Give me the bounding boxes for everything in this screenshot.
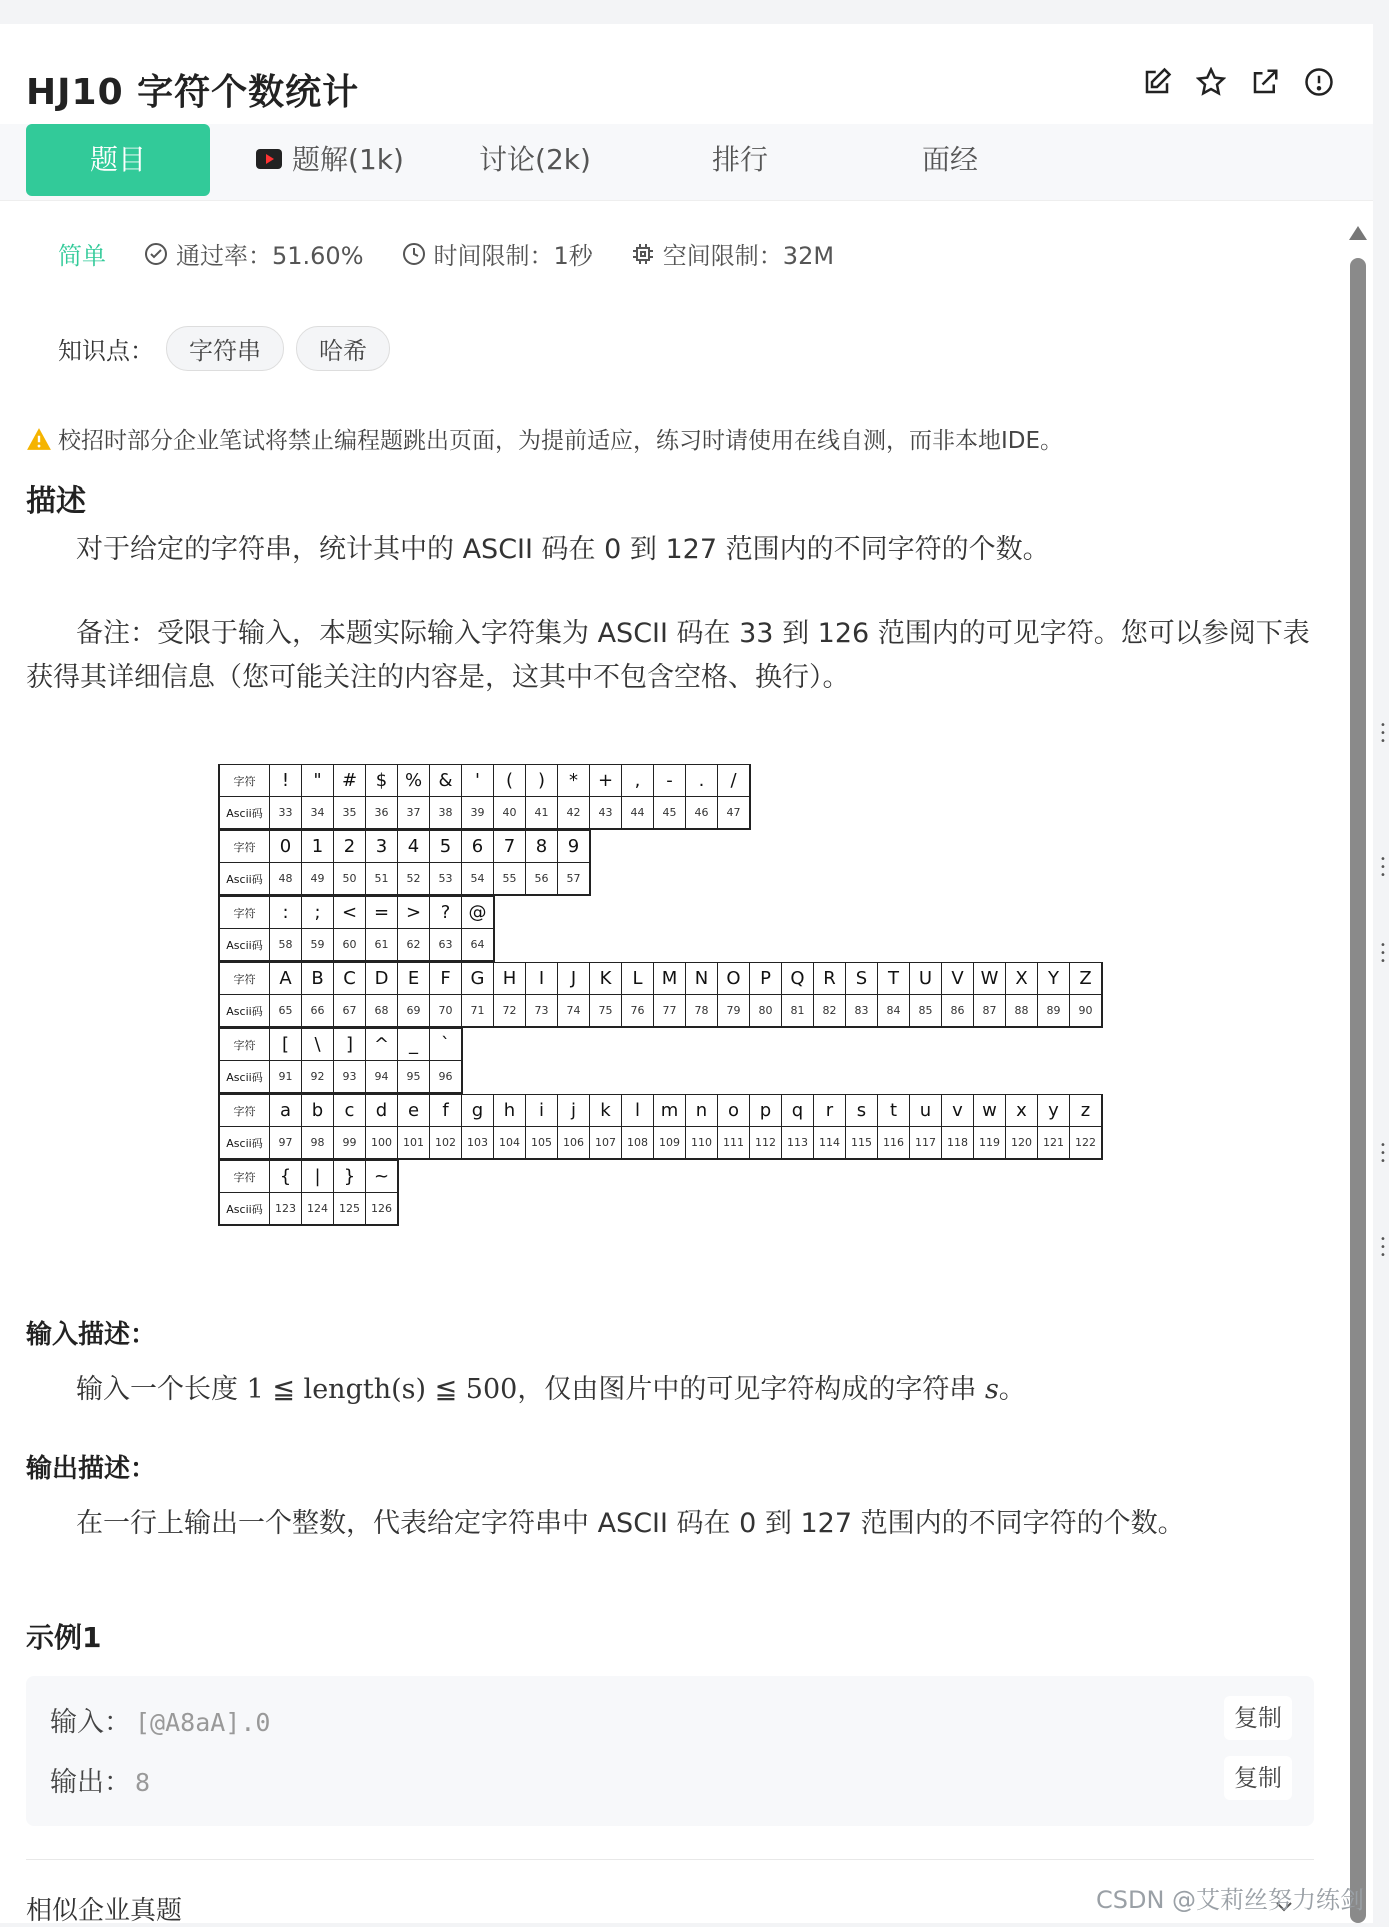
ascii-char-cell: % bbox=[397, 764, 429, 796]
external-link-icon[interactable] bbox=[1249, 66, 1281, 98]
scrollbar-thumb[interactable] bbox=[1350, 258, 1366, 1923]
ascii-code-cell: 81 bbox=[781, 994, 813, 1026]
ascii-code-cell: 96 bbox=[429, 1060, 461, 1092]
ascii-char-cell: D bbox=[365, 962, 397, 994]
ascii-code-row bbox=[219, 994, 1101, 1026]
tab-bar bbox=[0, 124, 1373, 201]
ascii-code-cell: 117 bbox=[909, 1126, 941, 1158]
watermark: CSDN @艾莉丝努力练剑 bbox=[1096, 1886, 1365, 1914]
ascii-code-cell: 76 bbox=[621, 994, 653, 1026]
ascii-char-row bbox=[219, 1160, 397, 1192]
ascii-code-cell: 42 bbox=[557, 796, 589, 828]
ascii-code-label: Ascii码 bbox=[219, 1060, 269, 1092]
difficulty-badge: 简单 bbox=[58, 242, 106, 270]
warning-icon bbox=[26, 427, 52, 451]
ascii-code-cell: 112 bbox=[749, 1126, 781, 1158]
ascii-char-cell: # bbox=[333, 764, 365, 796]
copy-output-button[interactable]: 复制 bbox=[1224, 1756, 1292, 1800]
ascii-code-cell: 73 bbox=[525, 994, 557, 1026]
ascii-char-cell: + bbox=[589, 764, 621, 796]
ascii-char-cell: J bbox=[557, 962, 589, 994]
ascii-char-cell: 6 bbox=[461, 830, 493, 862]
ascii-char-cell: b bbox=[301, 1094, 333, 1126]
ascii-code-cell: 37 bbox=[397, 796, 429, 828]
ascii-block bbox=[218, 764, 751, 830]
ascii-code-cell: 36 bbox=[365, 796, 397, 828]
ascii-char-label: 字符 bbox=[219, 1094, 269, 1126]
ascii-char-cell: q bbox=[781, 1094, 813, 1126]
ascii-code-cell: 53 bbox=[429, 862, 461, 894]
ascii-code-cell: 38 bbox=[429, 796, 461, 828]
ascii-char-label: 字符 bbox=[219, 896, 269, 928]
dots-handle-icon[interactable]: • • • bbox=[1380, 854, 1386, 881]
dots-handle-icon[interactable]: • • • bbox=[1380, 940, 1386, 967]
ascii-block bbox=[218, 962, 1103, 1028]
ascii-char-cell: w bbox=[973, 1094, 1005, 1126]
ascii-code-cell: 52 bbox=[397, 862, 429, 894]
ascii-block bbox=[218, 1028, 463, 1094]
ascii-code-row bbox=[219, 1126, 1101, 1158]
ascii-char-cell: E bbox=[397, 962, 429, 994]
chip-icon bbox=[631, 242, 655, 266]
ascii-char-cell: & bbox=[429, 764, 461, 796]
ascii-code-row bbox=[219, 928, 493, 960]
ascii-code-cell: 125 bbox=[333, 1192, 365, 1224]
problem-card bbox=[0, 24, 1373, 1926]
ascii-code-cell: 89 bbox=[1037, 994, 1069, 1026]
ascii-code-cell: 60 bbox=[333, 928, 365, 960]
dots-handle-icon[interactable]: • • • bbox=[1380, 1234, 1386, 1261]
ascii-code-cell: 70 bbox=[429, 994, 461, 1026]
ascii-code-cell: 83 bbox=[845, 994, 877, 1026]
ascii-code-cell: 91 bbox=[269, 1060, 301, 1092]
ascii-code-cell: 56 bbox=[525, 862, 557, 894]
ascii-block bbox=[218, 896, 495, 962]
time-limit: 时间限制：1秒 bbox=[402, 236, 593, 271]
ascii-char-cell: $ bbox=[365, 764, 397, 796]
output-description: 在一行上输出一个整数，代表给定字符串中 ASCII 码在 0 到 127 范围内的不同字符的个数。 bbox=[76, 1508, 1185, 1539]
ascii-code-cell: 65 bbox=[269, 994, 301, 1026]
ascii-char-cell: ' bbox=[461, 764, 493, 796]
ascii-code-cell: 82 bbox=[813, 994, 845, 1026]
ascii-code-cell: 40 bbox=[493, 796, 525, 828]
ascii-char-cell: . bbox=[685, 764, 717, 796]
ascii-code-cell: 92 bbox=[301, 1060, 333, 1092]
ascii-char-cell: ; bbox=[301, 896, 333, 928]
ascii-char-label: 字符 bbox=[219, 830, 269, 862]
ascii-code-cell: 34 bbox=[301, 796, 333, 828]
ascii-code-cell: 59 bbox=[301, 928, 333, 960]
ascii-char-cell: 4 bbox=[397, 830, 429, 862]
ascii-code-label: Ascii码 bbox=[219, 1192, 269, 1224]
ascii-char-cell: * bbox=[557, 764, 589, 796]
example-output: 输出： 8 bbox=[50, 1767, 151, 1798]
ascii-char-row bbox=[219, 962, 1101, 994]
ascii-code-row bbox=[219, 1060, 461, 1092]
ascii-char-label: 字符 bbox=[219, 962, 269, 994]
ascii-code-cell: 102 bbox=[429, 1126, 461, 1158]
ascii-char-cell: O bbox=[717, 962, 749, 994]
ascii-char-cell: ( bbox=[493, 764, 525, 796]
ascii-code-cell: 61 bbox=[365, 928, 397, 960]
ascii-char-cell: 2 bbox=[333, 830, 365, 862]
ascii-char-cell: M bbox=[653, 962, 685, 994]
ascii-char-cell: T bbox=[877, 962, 909, 994]
dots-handle-icon[interactable]: • • • bbox=[1380, 1140, 1386, 1167]
example-heading: 示例1 bbox=[26, 1621, 102, 1654]
ascii-char-cell: _ bbox=[397, 1028, 429, 1060]
ascii-code-cell: 57 bbox=[557, 862, 589, 894]
dots-handle-icon[interactable]: • • • bbox=[1380, 720, 1386, 747]
pass-rate: 通过率：51.60% bbox=[144, 236, 364, 271]
ascii-code-cell: 122 bbox=[1069, 1126, 1101, 1158]
ascii-code-cell: 120 bbox=[1005, 1126, 1037, 1158]
ascii-char-cell: k bbox=[589, 1094, 621, 1126]
description-p2: 备注：受限于输入，本题实际输入字符集为 ASCII 码在 33 到 126 范围内的可见字符。您可以参阅下表获得其详细信息（您可能关注的内容是，这其中不包含空格、换行）。 bbox=[26, 618, 1310, 693]
ascii-code-cell: 84 bbox=[877, 994, 909, 1026]
ascii-code-cell: 123 bbox=[269, 1192, 301, 1224]
warning-notice: 校招时部分企业笔试将禁止编程题跳出页面，为提前适应，练习时请使用在线自测，而非本地IDE。 bbox=[26, 422, 1063, 455]
ascii-char-cell: t bbox=[877, 1094, 909, 1126]
ascii-char-cell: i bbox=[525, 1094, 557, 1126]
ascii-code-cell: 68 bbox=[365, 994, 397, 1026]
ascii-char-cell: ? bbox=[429, 896, 461, 928]
ascii-block bbox=[218, 1160, 399, 1226]
ascii-code-cell: 58 bbox=[269, 928, 301, 960]
output-heading: 输出描述： bbox=[26, 1454, 157, 1484]
ascii-char-cell: X bbox=[1005, 962, 1037, 994]
ascii-char-cell: o bbox=[717, 1094, 749, 1126]
ascii-code-cell: 47 bbox=[717, 796, 749, 828]
ascii-char-cell: S bbox=[845, 962, 877, 994]
ascii-code-cell: 119 bbox=[973, 1126, 1005, 1158]
ascii-code-row bbox=[219, 1192, 397, 1224]
ascii-code-cell: 75 bbox=[589, 994, 621, 1026]
ascii-code-cell: 97 bbox=[269, 1126, 301, 1158]
ascii-char-cell: p bbox=[749, 1094, 781, 1126]
example-input: 输入： [@A8aA].0 bbox=[50, 1707, 271, 1738]
tag-hash[interactable]: 哈希 bbox=[296, 326, 390, 371]
video-icon bbox=[256, 149, 282, 169]
description-heading: 描述 bbox=[26, 484, 86, 519]
ascii-code-cell: 67 bbox=[333, 994, 365, 1026]
ascii-code-cell: 118 bbox=[941, 1126, 973, 1158]
ascii-char-cell: R bbox=[813, 962, 845, 994]
ascii-code-cell: 74 bbox=[557, 994, 589, 1026]
ascii-char-cell: K bbox=[589, 962, 621, 994]
ascii-char-cell: e bbox=[397, 1094, 429, 1126]
ascii-char-cell: L bbox=[621, 962, 653, 994]
tab-problem[interactable]: 题目 bbox=[26, 124, 210, 196]
tab-ranking[interactable]: 排行 bbox=[711, 143, 768, 176]
ascii-code-cell: 33 bbox=[269, 796, 301, 828]
ascii-code-label: Ascii码 bbox=[219, 1126, 269, 1158]
ascii-code-cell: 106 bbox=[557, 1126, 589, 1158]
ascii-char-cell: , bbox=[621, 764, 653, 796]
ascii-char-cell: " bbox=[301, 764, 333, 796]
ascii-char-cell: ) bbox=[525, 764, 557, 796]
star-icon[interactable] bbox=[1195, 66, 1227, 98]
tab-interview[interactable]: 面经 bbox=[921, 143, 978, 176]
ascii-char-cell: ` bbox=[429, 1028, 461, 1060]
ascii-code-cell: 126 bbox=[365, 1192, 397, 1224]
ascii-code-row bbox=[219, 862, 589, 894]
ascii-code-cell: 105 bbox=[525, 1126, 557, 1158]
ascii-code-label: Ascii码 bbox=[219, 994, 269, 1026]
ascii-char-cell: m bbox=[653, 1094, 685, 1126]
ascii-char-cell: z bbox=[1069, 1094, 1101, 1126]
ascii-char-cell: ! bbox=[269, 764, 301, 796]
ascii-char-label: 字符 bbox=[219, 1028, 269, 1060]
ascii-char-cell: c bbox=[333, 1094, 365, 1126]
ascii-char-cell: n bbox=[685, 1094, 717, 1126]
ascii-code-cell: 55 bbox=[493, 862, 525, 894]
ascii-char-cell: ] bbox=[333, 1028, 365, 1060]
ascii-char-cell: B bbox=[301, 962, 333, 994]
edit-icon[interactable] bbox=[1141, 66, 1173, 98]
ascii-char-cell: Y bbox=[1037, 962, 1069, 994]
ascii-char-cell: | bbox=[301, 1160, 333, 1192]
ascii-code-cell: 113 bbox=[781, 1126, 813, 1158]
ascii-char-cell: G bbox=[461, 962, 493, 994]
description-p1: 对于给定的字符串，统计其中的 ASCII 码在 0 到 127 范围内的不同字符的个数。 bbox=[76, 534, 1050, 565]
ascii-code-cell: 48 bbox=[269, 862, 301, 894]
ascii-char-cell: [ bbox=[269, 1028, 301, 1060]
ascii-code-cell: 87 bbox=[973, 994, 1005, 1026]
ascii-code-cell: 71 bbox=[461, 994, 493, 1026]
ascii-char-cell: g bbox=[461, 1094, 493, 1126]
ascii-code-cell: 50 bbox=[333, 862, 365, 894]
tab-solutions[interactable]: 题解(1k) bbox=[240, 124, 420, 196]
ascii-char-cell: F bbox=[429, 962, 461, 994]
ascii-code-cell: 43 bbox=[589, 796, 621, 828]
ascii-code-cell: 69 bbox=[397, 994, 429, 1026]
ascii-char-cell: r bbox=[813, 1094, 845, 1126]
ascii-code-cell: 78 bbox=[685, 994, 717, 1026]
ascii-code-cell: 45 bbox=[653, 796, 685, 828]
ascii-code-cell: 108 bbox=[621, 1126, 653, 1158]
ascii-code-cell: 86 bbox=[941, 994, 973, 1026]
ascii-char-cell: A bbox=[269, 962, 301, 994]
ascii-char-cell: 8 bbox=[525, 830, 557, 862]
ascii-char-cell: V bbox=[941, 962, 973, 994]
ascii-code-cell: 62 bbox=[397, 928, 429, 960]
ascii-code-cell: 95 bbox=[397, 1060, 429, 1092]
ascii-char-cell: s bbox=[845, 1094, 877, 1126]
header-actions bbox=[1141, 66, 1335, 98]
ascii-char-cell: = bbox=[365, 896, 397, 928]
ascii-char-cell: d bbox=[365, 1094, 397, 1126]
ascii-char-cell: P bbox=[749, 962, 781, 994]
clock-icon bbox=[402, 242, 426, 266]
ascii-code-cell: 66 bbox=[301, 994, 333, 1026]
ascii-code-cell: 46 bbox=[685, 796, 717, 828]
ascii-code-cell: 90 bbox=[1069, 994, 1101, 1026]
ascii-code-cell: 107 bbox=[589, 1126, 621, 1158]
ascii-code-cell: 72 bbox=[493, 994, 525, 1026]
ascii-code-cell: 51 bbox=[365, 862, 397, 894]
ascii-code-cell: 39 bbox=[461, 796, 493, 828]
ascii-code-cell: 63 bbox=[429, 928, 461, 960]
ascii-char-cell: h bbox=[493, 1094, 525, 1126]
ascii-code-cell: 44 bbox=[621, 796, 653, 828]
tab-discussion[interactable]: 讨论(2k) bbox=[479, 143, 591, 176]
ascii-char-cell: / bbox=[717, 764, 749, 796]
scroll-up-arrow-icon[interactable] bbox=[1349, 226, 1367, 240]
ascii-code-cell: 103 bbox=[461, 1126, 493, 1158]
ascii-code-cell: 54 bbox=[461, 862, 493, 894]
knowledge-points: 知识点： 字符串 哈希 bbox=[58, 326, 390, 371]
ascii-code-cell: 121 bbox=[1037, 1126, 1069, 1158]
check-circle-icon bbox=[144, 242, 168, 266]
ascii-char-cell: v bbox=[941, 1094, 973, 1126]
ascii-code-cell: 85 bbox=[909, 994, 941, 1026]
input-description: 输入一个长度 1 ≦ length(s) ≦ 500，仅由图片中的可见字符构成的字符串 s。 bbox=[76, 1374, 1026, 1405]
ascii-code-cell: 77 bbox=[653, 994, 685, 1026]
ascii-code-cell: 111 bbox=[717, 1126, 749, 1158]
divider bbox=[26, 1859, 1314, 1860]
ascii-char-cell: Q bbox=[781, 962, 813, 994]
ascii-code-cell: 99 bbox=[333, 1126, 365, 1158]
ascii-block bbox=[218, 1094, 1103, 1160]
ascii-char-cell: f bbox=[429, 1094, 461, 1126]
ascii-code-cell: 114 bbox=[813, 1126, 845, 1158]
ascii-char-cell: ~ bbox=[365, 1160, 397, 1192]
problem-meta bbox=[58, 236, 872, 271]
ascii-char-cell: a bbox=[269, 1094, 301, 1126]
ascii-char-cell: C bbox=[333, 962, 365, 994]
copy-input-button[interactable]: 复制 bbox=[1224, 1696, 1292, 1740]
ascii-char-cell: : bbox=[269, 896, 301, 928]
ascii-char-cell: 1 bbox=[301, 830, 333, 862]
ascii-code-cell: 109 bbox=[653, 1126, 685, 1158]
ascii-code-cell: 101 bbox=[397, 1126, 429, 1158]
ascii-code-cell: 100 bbox=[365, 1126, 397, 1158]
ascii-code-cell: 79 bbox=[717, 994, 749, 1026]
ascii-char-cell: 3 bbox=[365, 830, 397, 862]
ascii-char-cell: } bbox=[333, 1160, 365, 1192]
ascii-code-cell: 115 bbox=[845, 1126, 877, 1158]
ascii-code-cell: 110 bbox=[685, 1126, 717, 1158]
example-box bbox=[26, 1676, 1314, 1826]
ascii-char-row bbox=[219, 764, 749, 796]
ascii-char-cell: 9 bbox=[557, 830, 589, 862]
ascii-char-cell: > bbox=[397, 896, 429, 928]
ascii-char-cell: u bbox=[909, 1094, 941, 1126]
ascii-char-cell: < bbox=[333, 896, 365, 928]
ascii-char-cell: W bbox=[973, 962, 1005, 994]
ascii-char-cell: N bbox=[685, 962, 717, 994]
ascii-char-cell: @ bbox=[461, 896, 493, 928]
ascii-char-row bbox=[219, 896, 493, 928]
ascii-code-label: Ascii码 bbox=[219, 862, 269, 894]
ascii-char-cell: y bbox=[1037, 1094, 1069, 1126]
page-title: HJ10 字符个数统计 bbox=[26, 72, 360, 113]
ascii-code-cell: 35 bbox=[333, 796, 365, 828]
ascii-char-cell: \ bbox=[301, 1028, 333, 1060]
ascii-char-cell: 0 bbox=[269, 830, 301, 862]
ascii-char-row bbox=[219, 1028, 461, 1060]
ascii-char-cell: - bbox=[653, 764, 685, 796]
ascii-code-label: Ascii码 bbox=[219, 796, 269, 828]
ascii-char-row bbox=[219, 1094, 1101, 1126]
ascii-code-cell: 64 bbox=[461, 928, 493, 960]
tag-string[interactable]: 字符串 bbox=[166, 326, 284, 371]
ascii-char-label: 字符 bbox=[219, 764, 269, 796]
ascii-char-cell: H bbox=[493, 962, 525, 994]
ascii-block bbox=[218, 830, 591, 896]
ascii-char-cell: U bbox=[909, 962, 941, 994]
ascii-code-cell: 41 bbox=[525, 796, 557, 828]
memory-limit: 空间限制：32M bbox=[631, 236, 834, 271]
ascii-char-cell: 5 bbox=[429, 830, 461, 862]
ascii-char-label: 字符 bbox=[219, 1160, 269, 1192]
input-heading: 输入描述： bbox=[26, 1320, 157, 1350]
ascii-code-cell: 49 bbox=[301, 862, 333, 894]
ascii-char-cell: 7 bbox=[493, 830, 525, 862]
ascii-char-cell: j bbox=[557, 1094, 589, 1126]
ascii-code-cell: 80 bbox=[749, 994, 781, 1026]
ascii-code-cell: 116 bbox=[877, 1126, 909, 1158]
ascii-char-cell: Z bbox=[1069, 962, 1101, 994]
similar-problems-toggle[interactable]: 相似企业真题 bbox=[26, 1896, 183, 1926]
ascii-code-label: Ascii码 bbox=[219, 928, 269, 960]
ascii-code-cell: 124 bbox=[301, 1192, 333, 1224]
ascii-char-row bbox=[219, 830, 589, 862]
ascii-code-cell: 104 bbox=[493, 1126, 525, 1158]
ascii-char-cell: I bbox=[525, 962, 557, 994]
ascii-char-cell: { bbox=[269, 1160, 301, 1192]
ascii-char-cell: l bbox=[621, 1094, 653, 1126]
ascii-code-cell: 98 bbox=[301, 1126, 333, 1158]
info-icon[interactable] bbox=[1303, 66, 1335, 98]
ascii-code-row bbox=[219, 796, 749, 828]
ascii-code-cell: 88 bbox=[1005, 994, 1037, 1026]
ascii-table bbox=[218, 764, 1103, 1226]
ascii-char-cell: x bbox=[1005, 1094, 1037, 1126]
ascii-char-cell: ^ bbox=[365, 1028, 397, 1060]
ascii-code-cell: 94 bbox=[365, 1060, 397, 1092]
ascii-code-cell: 93 bbox=[333, 1060, 365, 1092]
